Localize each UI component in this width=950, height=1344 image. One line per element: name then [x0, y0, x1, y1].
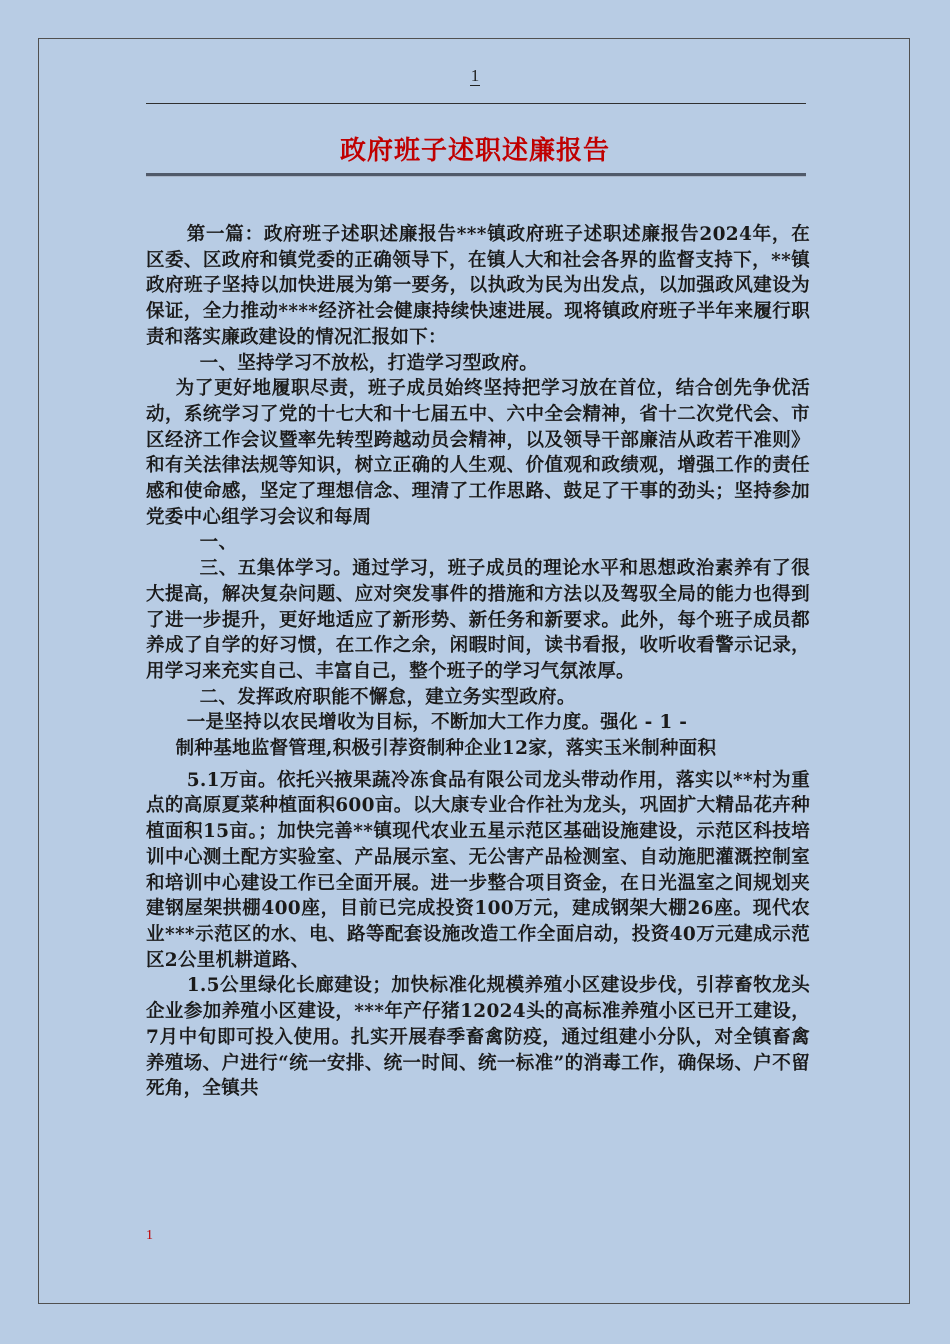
paragraph: 为了更好地履职尽责，班子成员始终坚持把学习放在首位，结合创先争优活动，系统学习了党的十七大和十七届五中、六中全会精神，省十二次党代会、市区经济工作会议暨率先转型跨越动员会精神，以及领导干部廉洁从政若干准则》和有关法律法规等知识，树立正确的人生观、价值观和政绩观，增强工作的责任感和使命感，坚定了理想信念、理清了工作思路、鼓足了干事的劲头；坚持参加党委中心组学习会议和每周 [146, 378, 810, 528]
paragraph: 一、 [199, 532, 238, 554]
footer-page-number: 1 [146, 1228, 153, 1243]
document-body [146, 222, 810, 1102]
paragraph: 一是坚持以农民增收为目标，不断加大工作力度。强化 - 1 - [186, 712, 688, 734]
document-title: 政府班子述职述廉报告 [339, 136, 610, 166]
paragraph: 一、坚持学习不放松，打造学习型政府。 [199, 352, 539, 374]
header-page-number: 1 [470, 66, 480, 85]
header-rule [146, 103, 806, 104]
paragraph: 三、五集体学习。通过学习，班子成员的理论水平和思想政治素养有了很大提高，解决复杂问题、应对突发事件的措施和方法以及驾驭全局的能力也得到了进一步提升，更好地适应了新形势、新任务和新要求。此外，每个班子成员都养成了自学的好习惯，在工作之余，闲暇时间，读书看报，收听收看警示记录，用学习来充实自己、丰富自己，整个班子的学习气氛浓厚。 [146, 558, 810, 682]
paragraph: 5.1万亩。依托兴掖果蔬冷冻食品有限公司龙头带动作用，落实以**村为重点的高原夏菜种植面积600亩。以大康专业合作社为龙头，巩固扩大精品花卉种植面积15亩。；加快完善**镇现代农业五星示范区基础设施建设，示范区科技培训中心测土配方实验室、产品展示室、无公害产品检测室、自动施肥灌溉控制室和培训中心建设工作已全面开展。进一步整合项目资金，在日光温室之间规划夹建钢屋架拱棚400座，目前已完成投资100万元，建成钢架大棚26座。现代农业***示范区的水、电、路等配套设施改造工作全面启动，投资40万元建成示范区2公里机耕道路、 [146, 769, 810, 971]
paragraph: 制种基地监督管理,积极引荐资制种企业12家，落实玉米制种面积 [175, 738, 717, 760]
paragraph: 1.5公里绿化长廊建设；加快标准化规模养殖小区建设步伐，引荐畜牧龙头企业参加养殖小区建设，***年产仔猪12024头的高标准养殖小区已开工建设，7月中旬即可投入使用。扎实开展春季畜禽防疫，通过组建小分队，对全镇畜禽养殖场、户进行“统一安排、统一时间、统一标准”的消毒工作，确保场、户不留死角，全镇共 [146, 975, 810, 1100]
paragraph: 二、发挥政府职能不懈怠，建立务实型政府。 [199, 686, 576, 708]
paragraph: 第一篇：政府班子述职述廉报告***镇政府班子述职述廉报告2024年，在区委、区政府和镇党委的正确领导下，在镇人大和社会各界的监督支持下，**镇政府班子坚持以加快进展为第一要务，以执政为民为出发点，以加强政风建设为保证，全力推动****经济社会健康持续快速进展。现将镇政府班子半年来履行职责和落实廉政建设的情况汇报如下： [146, 224, 810, 348]
title-rule [146, 173, 806, 177]
